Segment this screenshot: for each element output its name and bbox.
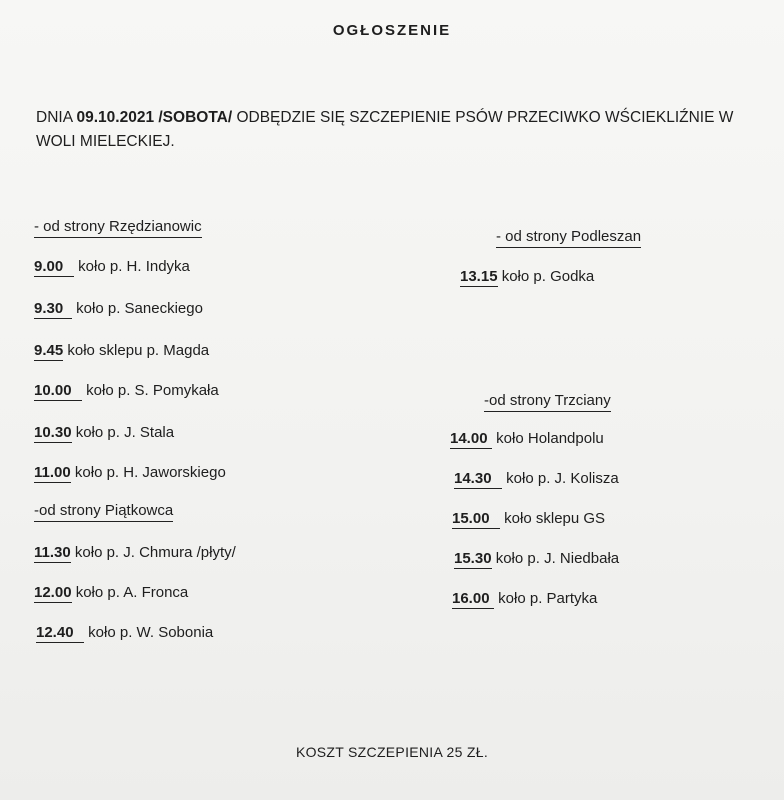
schedule-place: koło p. J. Stala bbox=[75, 424, 175, 441]
intro-text-line2: WOLI MIELECKIEJ. bbox=[36, 133, 175, 150]
schedule-place: koło p. Saneckiego bbox=[76, 300, 203, 317]
schedule-place: koło p. S. Pomykała bbox=[86, 382, 219, 399]
schedule-time: 12.40 bbox=[36, 624, 84, 643]
schedule-time: 14.00 bbox=[450, 430, 492, 449]
schedule-time: 15.30 bbox=[454, 550, 492, 567]
schedule-row bbox=[454, 550, 619, 569]
schedule-time: 11.30 bbox=[34, 544, 71, 561]
schedule-place: koło p. Godka bbox=[501, 268, 595, 285]
schedule-time: 12.00 bbox=[34, 584, 72, 601]
schedule-place: koło p. W. Sobonia bbox=[88, 624, 214, 641]
intro-text-line1: ODBĘDZIE SIĘ SZCZEPIENIE PSÓW PRZECIWKO WŚCIEKLIŹNIE W bbox=[232, 109, 734, 126]
intro-date: 09.10.2021 /SOBOTA/ bbox=[76, 109, 233, 126]
schedule-row bbox=[34, 544, 236, 563]
section-heading-rzedzianowice: - od strony Rzędzianowic bbox=[34, 218, 202, 238]
schedule-time: 13.15 bbox=[460, 268, 498, 285]
vaccination-cost: KOSZT SZCZEPIENIA 25 ZŁ. bbox=[295, 744, 489, 760]
schedule-place: koło Holandpolu bbox=[496, 430, 604, 447]
page-title: OGŁOSZENIE bbox=[332, 22, 452, 39]
section-heading-piatkowiec: -od strony Piątkowca bbox=[34, 502, 173, 522]
schedule-row bbox=[460, 268, 594, 287]
schedule-place: koło sklepu GS bbox=[504, 510, 606, 527]
schedule-row bbox=[34, 584, 188, 603]
schedule-row bbox=[452, 590, 597, 609]
schedule-place: koło p. J. Chmura /płyty/ bbox=[74, 544, 236, 561]
schedule-time: 10.00 bbox=[34, 382, 82, 401]
schedule-row bbox=[34, 300, 203, 319]
schedule-time: 9.00 bbox=[34, 258, 74, 277]
schedule-time: 14.30 bbox=[454, 470, 502, 489]
schedule-time: 16.00 bbox=[452, 590, 494, 609]
schedule-place: koło p. H. Indyka bbox=[78, 258, 190, 275]
schedule-row bbox=[36, 624, 213, 643]
schedule-row bbox=[450, 430, 604, 449]
schedule-time: 9.30 bbox=[34, 300, 72, 319]
schedule-row bbox=[34, 342, 209, 361]
schedule-place: koło p. Partyka bbox=[498, 590, 598, 607]
schedule-row bbox=[454, 470, 619, 489]
schedule-time: 9.45 bbox=[34, 342, 64, 359]
schedule-place: koło p. J. Niedbała bbox=[495, 550, 620, 567]
section-heading-trzciana: -od strony Trzciany bbox=[484, 392, 611, 412]
section-heading-podleszany: - od strony Podleszan bbox=[496, 228, 641, 248]
schedule-place: koło sklepu p. Magda bbox=[67, 342, 210, 359]
schedule-row bbox=[452, 510, 605, 529]
schedule-row bbox=[34, 464, 226, 483]
schedule-row bbox=[34, 424, 174, 443]
schedule-place: koło p. H. Jaworskiego bbox=[74, 464, 226, 481]
schedule-time: 11.00 bbox=[34, 464, 71, 481]
announcement-intro bbox=[36, 106, 756, 154]
schedule-place: koło p. J. Kolisza bbox=[506, 470, 619, 487]
schedule-row bbox=[34, 258, 190, 277]
schedule-place: koło p. A. Fronca bbox=[75, 584, 189, 601]
schedule-time: 10.30 bbox=[34, 424, 72, 441]
schedule-row bbox=[34, 382, 219, 401]
intro-prefix: DNIA bbox=[36, 109, 77, 126]
schedule-time: 15.00 bbox=[452, 510, 500, 529]
